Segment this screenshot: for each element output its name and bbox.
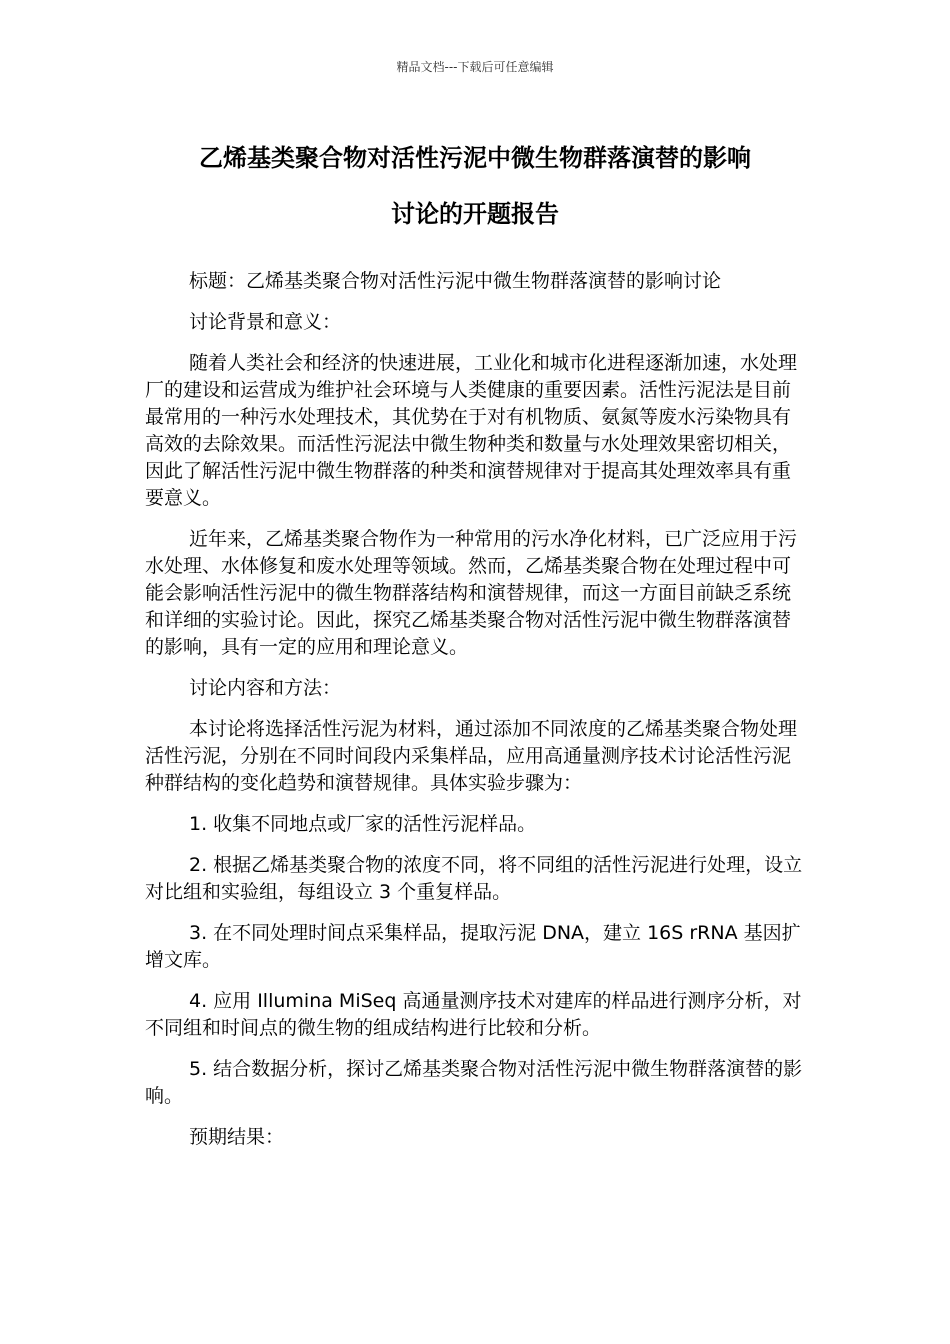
paragraph: 1. 收集不同地点或厂家的活性污泥样品。 — [189, 813, 537, 835]
paragraph: 标题：乙烯基类聚合物对活性污泥中微生物群落演替的影响讨论 — [189, 270, 722, 292]
paragraph: 随着人类社会和经济的快速进展，工业化和城市化进程逐渐加速，水处理厂的建设和运营成为维护社会环境与人类健康的重要因素。活性污泥法是目前最常用的一种污水处理技术，其优势在于对有机物质、氨氮等废水污染物具有高效的去除效果。而活性污泥法中微生物种类和数量与水处理效果密切相关，因此了解活性污泥中微生物群落的种类和演替规律对于提高其处理效率具有重要意义。 — [145, 352, 798, 509]
paragraph: 讨论内容和方法： — [189, 677, 342, 699]
paragraph: 本讨论将选择活性污泥为材料，通过添加不同浓度的乙烯基类聚合物处理活性污泥，分别在不同时间段内采集样品，应用高通量测序技术讨论活性污泥种群结构的变化趋势和演替规律。具体实验步骤为： — [145, 718, 798, 794]
paragraph: 2. 根据乙烯基类聚合物的浓度不同，将不同组的活性污泥进行处理，设立对比组和实验组，每组设立 3 个重复样品。 — [145, 854, 803, 903]
paragraph: 近年来，乙烯基类聚合物作为一种常用的污水净化材料，已广泛应用于污水处理、水体修复和废水处理等领域。然而，乙烯基类聚合物在处理过程中可能会影响活性污泥中的微生物群落结构和演替规律，而这一方面目前缺乏系统和详细的实验讨论。因此，探究乙烯基类聚合物对活性污泥中微生物群落演替的影响，具有一定的应用和理论意义。 — [145, 528, 798, 658]
document-body — [145, 268, 805, 1165]
page-header: 精品文档---下载后可任意编辑 — [396, 60, 554, 74]
document-title-line-1: 乙烯基类聚合物对活性污泥中微生物群落演替的影响 — [199, 144, 751, 172]
paragraph: 4. 应用 Illumina MiSeq 高通量测序技术对建库的样品进行测序分析，对不同组和时间点的微生物的组成结构进行比较和分析。 — [145, 990, 802, 1039]
paragraph: 讨论背景和意义： — [189, 311, 342, 333]
document-title-line-2: 讨论的开题报告 — [391, 200, 559, 228]
paragraph: 预期结果： — [189, 1126, 285, 1148]
paragraph: 3. 在不同处理时间点采集样品，提取污泥 DNA，建立 16S rRNA 基因扩增文库。 — [145, 922, 801, 971]
paragraph: 5. 结合数据分析，探讨乙烯基类聚合物对活性污泥中微生物群落演替的影响。 — [145, 1058, 803, 1107]
